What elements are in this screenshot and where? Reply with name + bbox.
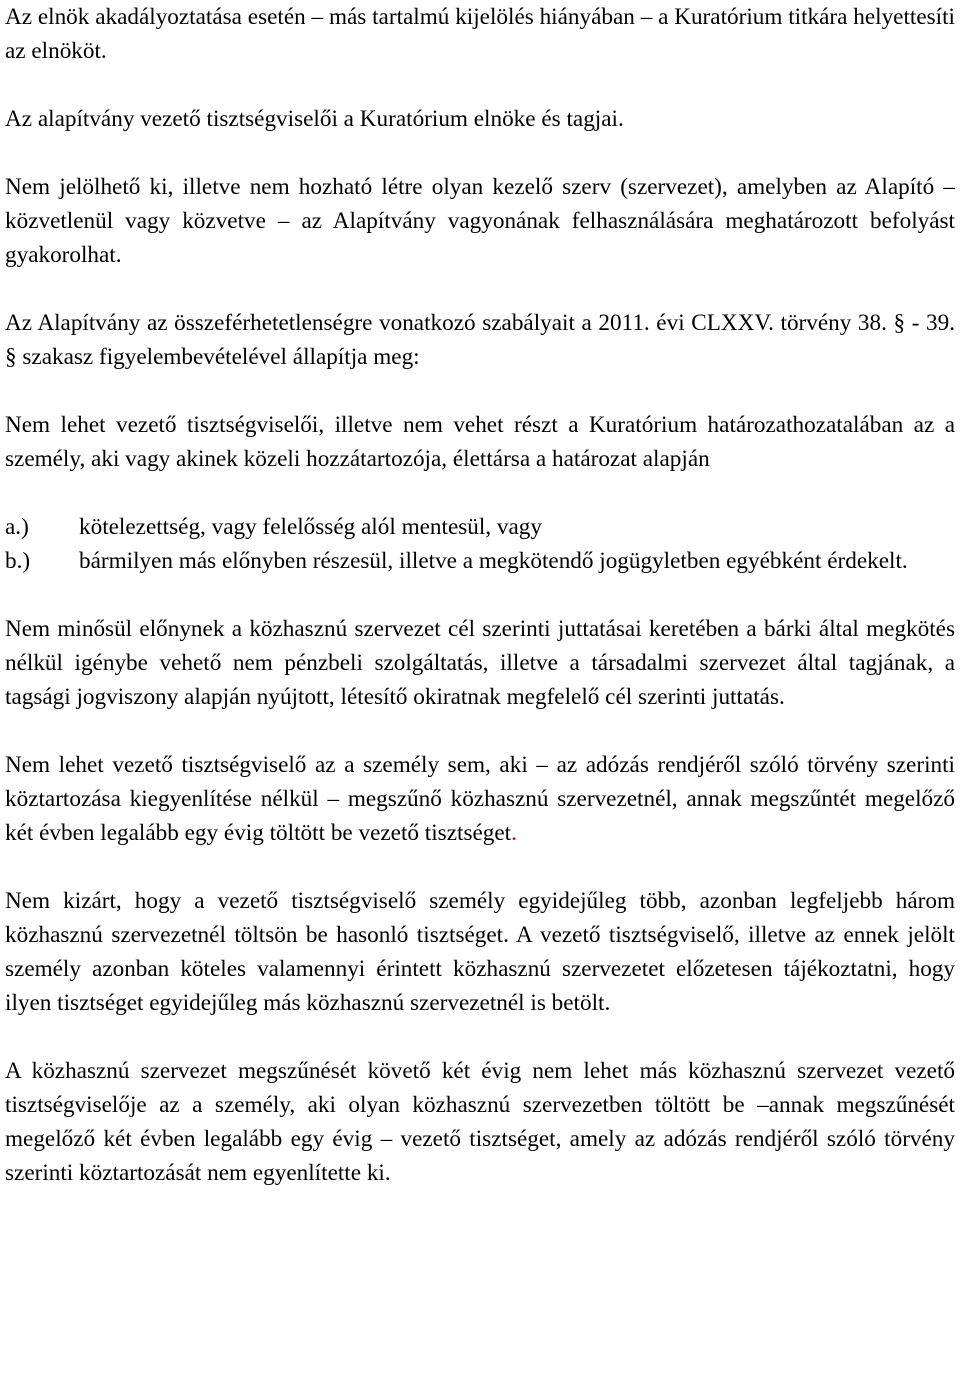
paragraph-management-body: Nem jelölhető ki, illetve nem hozható létre olyan kezelő szerv (szervezet), amelyben az Alapító – közvetlenül vagy közvetve – az Alapítvány vagyonának felhasználására meghatározott befolyást gyakorolhat. [5, 174, 955, 268]
paragraph-excluded-persons: Nem lehet vezető tisztségviselői, illetve nem vehet részt a Kuratórium határozathozatalában az a személy, aki vagy akinek közeli hozzátartozója, élettársa a határozat alapján [5, 412, 955, 472]
list-item [5, 544, 955, 578]
document-page [5, 0, 955, 1224]
paragraph-after-dissolution: A közhasznú szervezet megszűnését követő két évig nem lehet más közhasznú szervezet vezető tisztségviselője az a személy, aki olyan közhasznú szervezetben töltött be –annak megszűnését megelőző két évben legalább egy évig – vezető tisztséget, amely az adózás rendjéről szóló törvény szerinti köztartozását nem egyenlítette ki. [5, 1058, 955, 1186]
list-marker: a.) [5, 514, 29, 540]
paragraph-tax-debt [5, 748, 955, 850]
paragraph-tax-debt-text: Nem lehet vezető tisztségviselő az a személy sem, aki – az adózás rendjéről szóló törvény szerinti köztartozása kiegyenlítése nélkül – megszűnő közhasznú szervezetnél, annak megszűntét megelőző két évben legalább egy évig töltött be vezető tisztséget [5, 752, 955, 846]
list-item-text: bármilyen más előnyben részesül, illetve a megkötendő jogügyletben egyébként érdekelt. [79, 548, 908, 574]
red-period: . [511, 820, 517, 846]
list-marker: b.) [5, 548, 31, 574]
paragraph-multiple-positions: Nem kizárt, hogy a vezető tisztségviselő személy egyidejűleg több, azonban legfeljebb három közhasznú szervezetnél töltsön be hasonló tisztséget. A vezető tisztségviselő, illetve az ennek jelölt személy azonban köteles valamennyi érintett közhasznú szervezetet előzetesen tájékoztatni, hogy ilyen tisztséget egyidejűleg más közhasznú szervezetnél is betölt. [5, 888, 955, 1016]
paragraph-benefit-definition: Nem minősül előnynek a közhasznú szervezet cél szerinti juttatásai keretében a bárki által megkötés nélkül igénybe vehető nem pénzbeli szolgáltatás, illetve a társadalmi szervezet által tagjának, a tagsági jogviszony alapján nyújtott, létesítő okiratnak megfelelő cél szerinti juttatás. [5, 616, 955, 710]
paragraph-officers: Az alapítvány vezető tisztségviselői a Kuratórium elnöke és tagjai. [5, 106, 624, 132]
paragraph-chair-substitution: Az elnök akadályoztatása esetén – más tartalmú kijelölés hiányában – a Kuratórium titkára helyettesíti az elnököt. [5, 4, 955, 64]
condition-list [5, 510, 955, 578]
list-item [5, 510, 955, 544]
list-item-text: kötelezettség, vagy felelősség alól mentesül, vagy [79, 514, 542, 540]
paragraph-incompatibility-rules: Az Alapítvány az összeférhetetlenségre vonatkozó szabályait a 2011. évi CLXXV. törvény 38. § - 39. § szakasz figyelembevételével állapítja meg: [5, 310, 955, 370]
